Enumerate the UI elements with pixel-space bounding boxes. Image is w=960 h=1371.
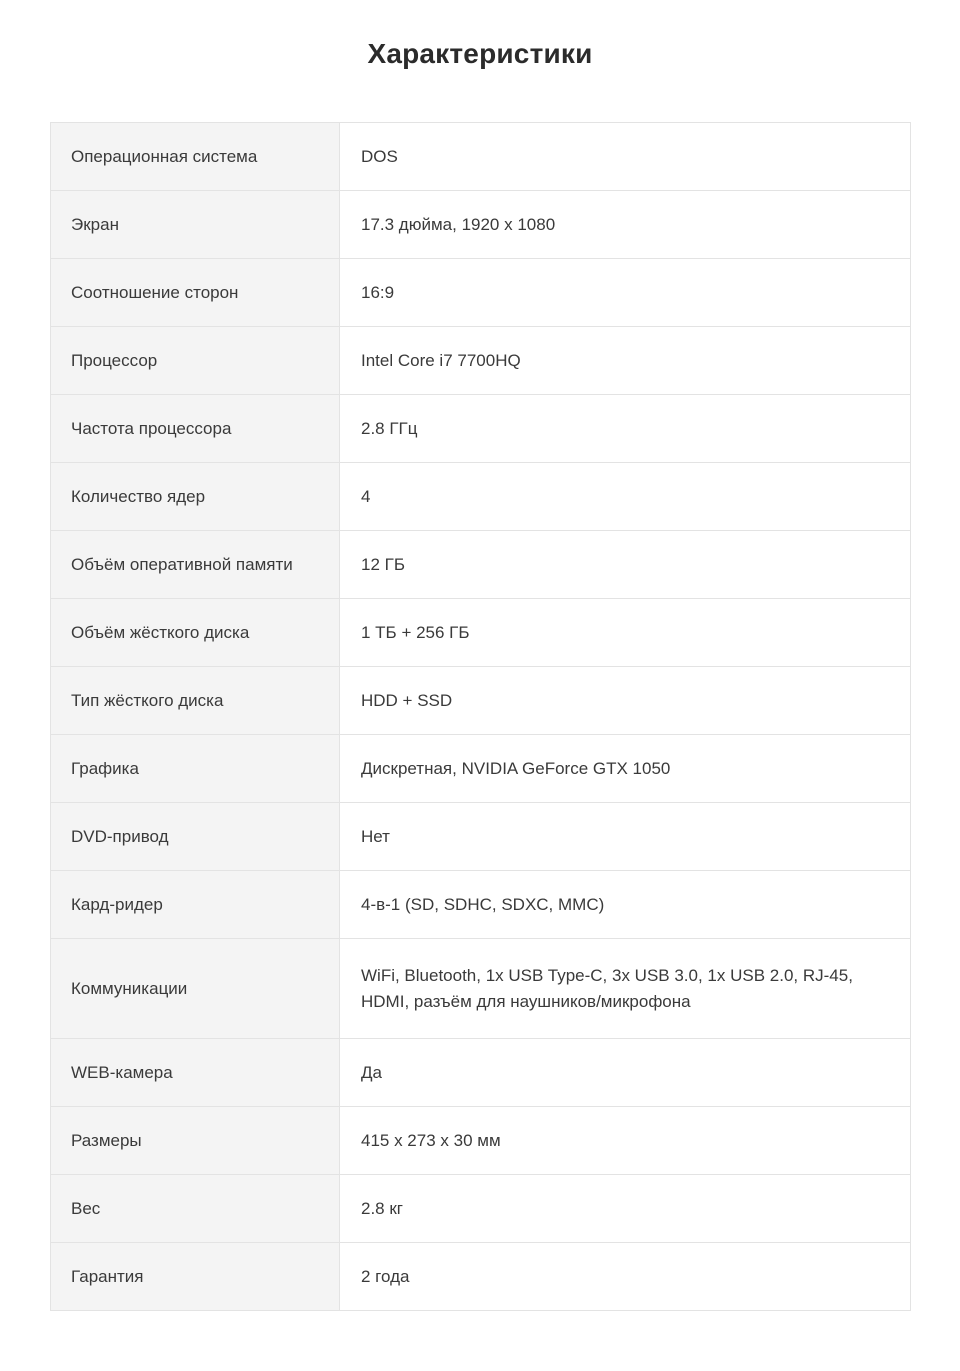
spec-value: Нет [340,803,911,871]
spec-row-storage-type [51,667,911,735]
spec-value: 415 x 273 x 30 мм [340,1107,911,1175]
spec-value: Дискретная, NVIDIA GeForce GTX 1050 [340,735,911,803]
spec-row-screen [51,191,911,259]
spec-name: Кард-ридер [51,871,340,939]
spec-row-processor [51,327,911,395]
spec-row-cores [51,463,911,531]
spec-name: Объём жёсткого диска [51,599,340,667]
spec-value: 2 года [340,1243,911,1311]
spec-row-ram [51,531,911,599]
spec-name: Процессор [51,327,340,395]
spec-name: Объём оперативной памяти [51,531,340,599]
spec-value: WiFi, Bluetooth, 1x USB Type-C, 3x USB 3.0, 1x USB 2.0, RJ-45, HDMI, разъём для наушников/микрофона [340,939,911,1039]
spec-row-communications [51,939,911,1039]
spec-row-cpu-frequency [51,395,911,463]
spec-name: DVD-привод [51,803,340,871]
spec-name: WEB-камера [51,1039,340,1107]
spec-value: 16:9 [340,259,911,327]
spec-row-warranty [51,1243,911,1311]
spec-name: Операционная система [51,123,340,191]
spec-row-weight [51,1175,911,1243]
spec-value: 2.8 ГГц [340,395,911,463]
page-title: Характеристики [367,38,593,69]
spec-name: Соотношение сторон [51,259,340,327]
spec-row-card-reader [51,871,911,939]
spec-value: Intel Core i7 7700HQ [340,327,911,395]
spec-name: Коммуникации [51,939,340,1039]
spec-value: HDD + SSD [340,667,911,735]
spec-value: DOS [340,123,911,191]
spec-row-dimensions [51,1107,911,1175]
spec-value: 17.3 дюйма, 1920 x 1080 [340,191,911,259]
spec-row-dvd [51,803,911,871]
spec-row-os [51,123,911,191]
spec-name: Гарантия [51,1243,340,1311]
spec-row-storage-size [51,599,911,667]
spec-name: Тип жёсткого диска [51,667,340,735]
spec-value: 2.8 кг [340,1175,911,1243]
spec-value: 4 [340,463,911,531]
spec-value: 12 ГБ [340,531,911,599]
spec-row-graphics [51,735,911,803]
spec-value: 4-в-1 (SD, SDHC, SDXC, MMC) [340,871,911,939]
spec-name: Вес [51,1175,340,1243]
spec-name: Частота процессора [51,395,340,463]
spec-name: Экран [51,191,340,259]
spec-table [50,122,911,1311]
spec-value: Да [340,1039,911,1107]
spec-name: Количество ядер [51,463,340,531]
spec-row-aspect-ratio [51,259,911,327]
spec-name: Размеры [51,1107,340,1175]
spec-row-webcam [51,1039,911,1107]
spec-value: 1 ТБ + 256 ГБ [340,599,911,667]
spec-name: Графика [51,735,340,803]
